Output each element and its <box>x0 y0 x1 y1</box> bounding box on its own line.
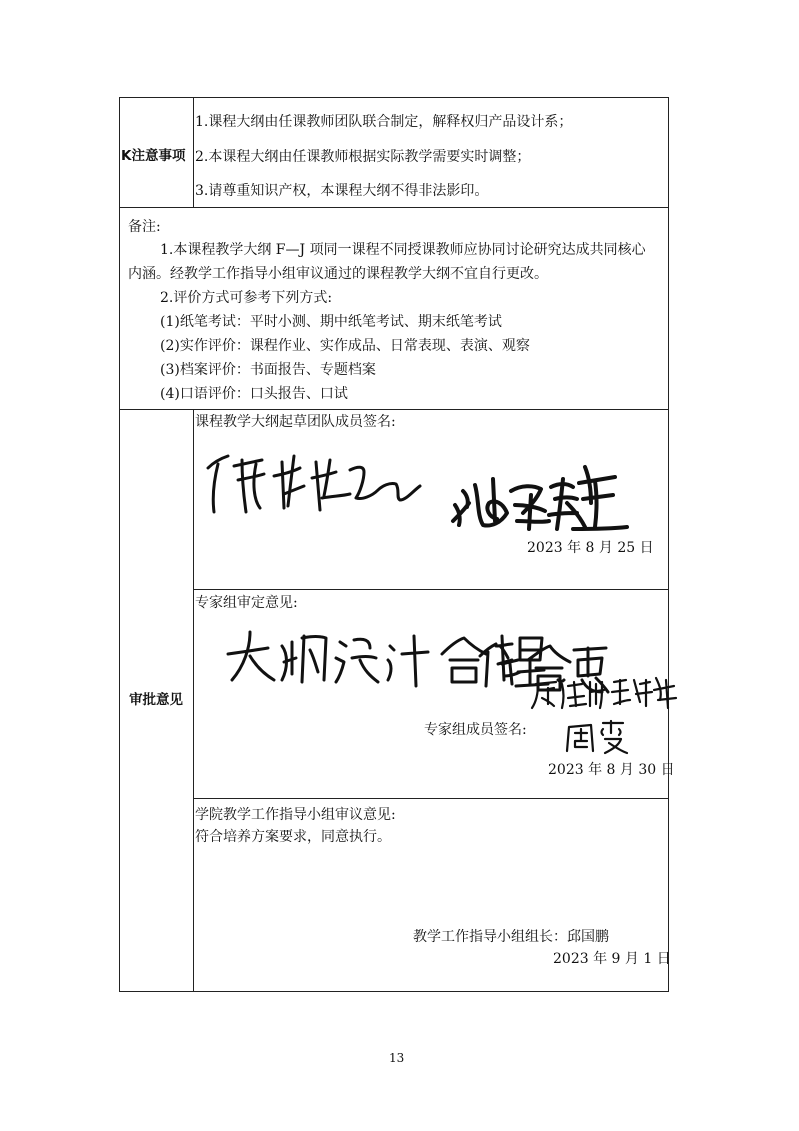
college-leader-line: 教学工作指导小组组长：邱国鹏 <box>413 929 609 945</box>
expert-date: 2023 年 8 月 30 日 <box>548 762 675 778</box>
drafting-heading: 课程教学大纲起草团队成员签名: <box>195 414 396 430</box>
remarks-para1-line2: 内涵。经教学工作指导小组审议通过的课程教学大纲不宜自行更改。 <box>128 266 548 282</box>
remarks-title: 备注: <box>128 219 161 235</box>
notes-section-label: K注意事项 <box>121 148 186 164</box>
expert-signature-2 <box>610 672 680 712</box>
remarks-method-4: (4)口语评价：口头报告、口试 <box>160 386 348 402</box>
drafting-date: 2023 年 8 月 25 日 <box>527 540 654 556</box>
remarks-method-2: (2)实作评价：课程作业、实作成品、日常表现、表演、观察 <box>160 338 530 354</box>
drafting-signature-2 <box>445 455 635 540</box>
college-date: 2023 年 9 月 1 日 <box>553 951 671 967</box>
notes-item-1: 1.课程大纲由任课教师团队联合制定，解释权归产品设计系； <box>195 114 573 130</box>
page-number: 13 <box>389 1051 405 1065</box>
approval-label: 审批意见 <box>129 692 183 708</box>
expert-members-label: 专家组成员签名: <box>424 722 527 738</box>
college-opinion: 符合培养方案要求，同意执行。 <box>195 829 391 845</box>
notes-item-2: 2.本课程大纲由任课教师根据实际教学需要实时调整； <box>195 149 531 165</box>
remarks-method-1: (1)纸笔考试：平时小测、期中纸笔考试、期末纸笔考试 <box>160 314 502 330</box>
remarks-para2: 2.评价方式可参考下列方式: <box>160 290 333 306</box>
notes-item-3: 3.请尊重知识产权，本课程大纲不得非法影印。 <box>195 183 489 199</box>
expert-signature-1 <box>530 676 610 712</box>
expert-signature-3 <box>563 717 633 757</box>
remarks-method-3: (3)档案评价：书面报告、专题档案 <box>160 362 376 378</box>
drafting-signature-1 <box>200 450 440 520</box>
college-heading: 学院教学工作指导小组审议意见: <box>195 807 396 823</box>
expert-heading: 专家组审定意见: <box>195 595 298 611</box>
remarks-para1-line1: 1.本课程教学大纲 F—J 项同一课程不同授课教师应协同讨论研究达成共同核心 <box>160 242 646 258</box>
